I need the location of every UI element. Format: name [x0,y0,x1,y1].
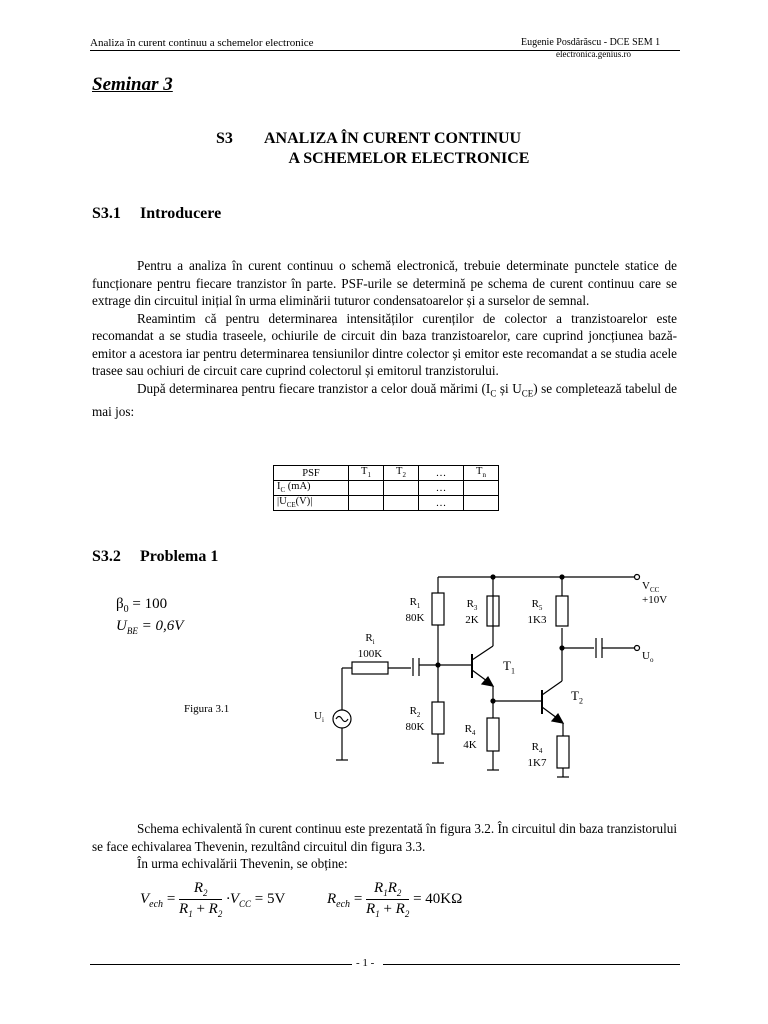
figure-caption: Figura 3.1 [184,703,230,715]
ri-label: $R_i$ 100K [357,632,383,661]
p3-sub-c: C [490,388,497,399]
section-number: S3.1 [92,205,121,222]
uo-label: $U_o$ [642,650,654,665]
t1-collector [472,646,493,660]
header-author: Eugenie Posdărăscu - DCE SEM 1 [521,37,661,48]
main-title-line2: A SCHEMELOR ELECTRONICE [288,150,530,167]
section-title: Introducere [140,205,222,222]
table-row-label-ic: $I_C$ (mA) [274,481,349,496]
table-header-tn: $T_n$ [464,466,499,481]
seminar-title: Seminar 3 [92,74,173,95]
footer-line-left [90,964,352,965]
header-left-title: Analiza în curent continuu a schemelor electronice [90,37,314,49]
vcc-terminal [635,575,640,580]
page-number: - 1 - [356,957,375,969]
intro-paragraph-1: Pentru a analiza în curent continuu o schemă electronică, trebuie determinate punctele statice de funcționare pentru fiecare tranzistor în parte. PSF-urile se determină pe schema de curent continuu care se extrage din circuitul inițial în urma eliminării tuturor condensatoarelor și a surselor de semnal. [92,258,677,308]
main-title-code: S3 [216,130,233,147]
r4-label: $R_4$ 4K [463,723,477,752]
vcc-label: $V_{CC}$ [642,580,660,595]
equivalent-text [92,820,677,873]
main-title-text1: ANALIZA ÎN CURENT CONTINUU [264,130,522,147]
equation-vech: $V_{ech}$ = $\frac{R_2}{R_1 + R_2}$ $\cdot V_{CC} = 5V$ [140,880,286,919]
vcc-value: +10V [642,594,668,606]
table-header-t1: $T_1$ [349,466,384,481]
r4-resistor [487,718,499,751]
r6-resistor [557,736,569,768]
table-cell-dots: … [419,496,464,511]
intro-paragraph-2: Reamintim că pentru determinarea intensităților curenților de colector a tranzistoarelor este recomandat a se studia traseele, ochiurile de circuit din baza tranzistoarelor, care cuprind joncțiunea bază-emitor a acestora iar pentru determinarea tensiunilor dintre colector și emitor este recomandat a se studia acele trasee sau ochiuri de circuit care cuprind colectorul și emitorul tranzistorului. [92,310,677,378]
r5-label: $R_5$ 1K3 [527,598,547,627]
equation-rech: $R_{ech}$ = $\frac{R_1R_2}{R_1 + R_2}$ = 40KΩ [327,880,463,919]
table-header-psf: PSF [274,466,349,481]
section-title: Problema 1 [140,548,219,565]
equivalent-paragraph-1: Schema echivalentă în curent continuu este prezentată în figura 3.2. În circuitul din baza tranzistorului se face echivalarea Thevenin, rezultând circuitul din figura 3.3. [92,821,677,854]
t2-collector [542,681,562,695]
ri-resistor [352,662,388,674]
t1-label: $T_1$ [503,658,515,676]
table-header-dots: … [419,466,464,481]
p3-part-c: ) se completează tabelul de mai jos: [92,380,678,419]
r5-resistor [556,596,568,626]
p3-part-a: După determinarea pentru fiecare tranzistor a celor două mărimi (I [137,380,491,396]
p3-sub-ce: CE [521,388,534,399]
r2-resistor [432,702,444,734]
ui-label: $U_i$ [314,710,324,725]
r6-label: $R_4$ 1K7 [527,741,547,770]
r1-label: $R_1$ 80K [405,596,425,625]
table-row-label-uce: $|U_{CE}(V)|$ [274,496,349,511]
given-ube: $U_{BE} = 0,6V$ [116,618,184,636]
r1-resistor [432,593,444,625]
r2-label: $R_2$ 80K [405,705,425,734]
t2-label: $T_2$ [571,688,583,706]
given-beta: $\beta_0 = 100$ [116,596,168,615]
r3-label: $R_3$ 2K [465,598,479,627]
section-number: S3.2 [92,548,121,565]
output-terminal [635,646,640,651]
equivalent-paragraph-2: În urma echivalării Thevenin, se obține: [137,856,348,871]
table-header-t2: $T_2$ [384,466,419,481]
footer-line-right [383,964,680,965]
header-url: electronica.genius.ro [556,49,631,59]
ac-symbol [336,717,348,722]
rech-fraction: $\frac{R_1R_2}{R_1 + R_2}$ [366,880,410,919]
vech-fraction: $\frac{R_2}{R_1 + R_2}$ [179,880,223,919]
p3-part-b: și U [496,380,522,396]
table-cell-dots: … [419,481,464,496]
